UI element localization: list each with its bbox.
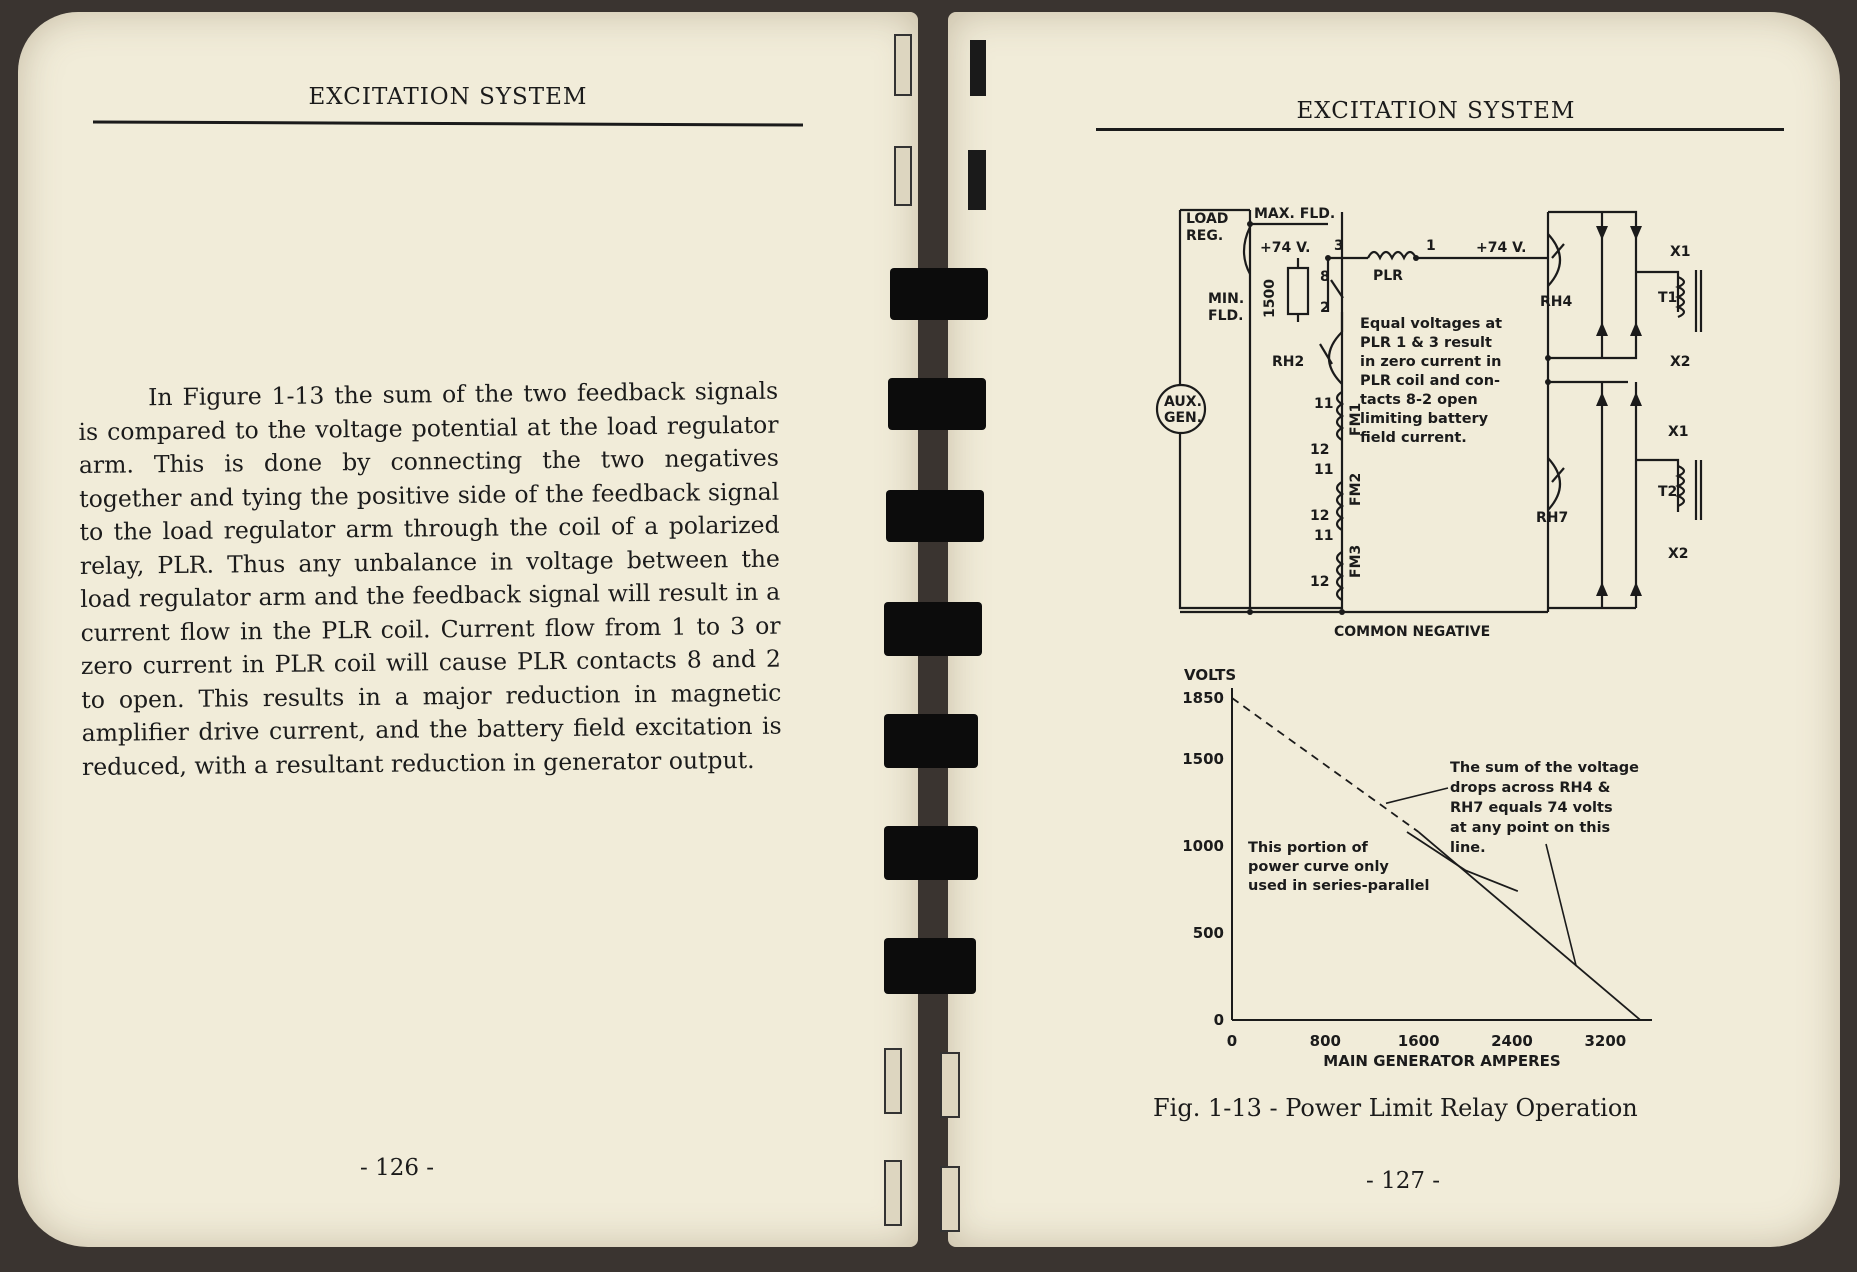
label-fm2: FM2: [1348, 472, 1364, 506]
label-plr: PLR: [1373, 268, 1403, 284]
label-fm3: FM3: [1348, 544, 1364, 578]
label-t12a: 12: [1310, 442, 1330, 458]
figure-caption: Fig. 1-13 - Power Limit Relay Operation: [1153, 1094, 1638, 1122]
label-t2: T2: [1658, 484, 1678, 500]
page-header-left: EXCITATION SYSTEM: [308, 84, 588, 110]
label-x1-bot: X1: [1668, 424, 1689, 440]
binding-ring: [884, 938, 976, 994]
right-page: [948, 12, 1840, 1247]
power-curve-line: [1232, 698, 1419, 832]
binding-ring: [884, 826, 978, 880]
annotation-line: line.: [1450, 840, 1486, 856]
label-common-negative: COMMON NEGATIVE: [1334, 624, 1491, 640]
binding-slot: [940, 1052, 960, 1118]
label-plus74-right: +74 V.: [1476, 240, 1527, 256]
label-plus74-left: +74 V.: [1260, 240, 1311, 256]
binding-slot: [940, 1166, 960, 1232]
schematic-diagram: [948, 12, 1840, 652]
spiral-binding: [880, 0, 980, 1272]
label-min-fld-1: MIN.: [1208, 291, 1245, 307]
label-node1: 1: [1426, 238, 1436, 254]
label-max-fld: MAX. FLD.: [1254, 206, 1336, 222]
header-rule-left: [93, 120, 803, 126]
note-line: limiting battery: [1360, 411, 1489, 427]
page-number-right: - 127 -: [1366, 1168, 1441, 1194]
binding-slot: [968, 150, 986, 210]
body-paragraph: In Figure 1-13 the sum of the two feedback signals is compared to the voltage potential at the load regulator arm. This is done by connecting the two negatives together and tying the positive side of the feedback signal to the load regulator arm through the coil of a polarized relay, PLR. Thus any unbalance in voltage between the load regulator arm and the feedback signal will result in a current flow in the PLR coil. Current flow from 1 to 3 or zero current in PLR coil will cause PLR contacts 8 and 2 to open. This results in a major reduction in magnetic amplifier drive current, and the battery field excitation is reduced, with a resultant reduction in generator output.: [78, 376, 782, 781]
label-aux-gen-2: GEN.: [1164, 410, 1203, 426]
annotation-leader: [1386, 788, 1448, 803]
binding-slot: [894, 146, 912, 206]
power-curve-chart: [948, 652, 1840, 1092]
label-t11a: 11: [1314, 396, 1334, 412]
label-t1: T1: [1658, 290, 1678, 306]
note-line: tacts 8-2 open: [1360, 392, 1478, 408]
binding-slot: [884, 1048, 902, 1114]
annotation-line: The sum of the voltage: [1450, 760, 1639, 776]
annotation-line: at any point on this: [1450, 820, 1611, 836]
label-x1-top: X1: [1670, 244, 1691, 260]
power-curve-line: [1419, 832, 1641, 1020]
x-tick-label: 0: [1226, 1032, 1238, 1050]
label-rh4: RH4: [1540, 294, 1573, 310]
label-rh2: RH2: [1272, 354, 1305, 370]
y-axis-label: VOLTS: [1184, 666, 1237, 684]
label-fm1: FM1: [1348, 402, 1364, 436]
label-node3: 3: [1334, 238, 1344, 254]
note-line: in zero current in: [1360, 354, 1502, 370]
note-line: PLR 1 & 3 result: [1360, 335, 1492, 351]
annotation-line: power curve only: [1248, 859, 1389, 875]
binding-ring: [890, 268, 988, 320]
label-node8: 8: [1320, 269, 1330, 285]
page-header-right: EXCITATION SYSTEM: [1296, 98, 1576, 124]
x-tick-label: 2400: [1491, 1032, 1533, 1050]
label-rh7: RH7: [1536, 510, 1569, 526]
label-min-fld-2: FLD.: [1208, 308, 1244, 324]
note-line: PLR coil and con-: [1360, 373, 1501, 389]
annotation-line: drops across RH4 &: [1450, 780, 1611, 796]
binding-slot: [884, 1160, 902, 1226]
y-tick-label: 1500: [1182, 749, 1224, 768]
annotation-line: This portion of: [1248, 840, 1368, 856]
y-tick-label: 1000: [1182, 836, 1224, 855]
y-tick-label: 0: [1213, 1011, 1224, 1029]
binding-slot: [894, 34, 912, 96]
y-tick-label: 1850: [1182, 689, 1224, 707]
label-t11b: 11: [1314, 462, 1334, 478]
label-x2-bot: X2: [1668, 546, 1689, 562]
label-load-reg-2: REG.: [1186, 228, 1224, 244]
label-t12b: 12: [1310, 508, 1330, 524]
annotation-line: RH7 equals 74 volts: [1450, 800, 1613, 816]
label-load-reg-1: LOAD: [1186, 211, 1229, 227]
x-axis-label: MAIN GENERATOR AMPERES: [1323, 1052, 1561, 1070]
y-tick-label: 500: [1192, 923, 1224, 942]
label-1500: 1500: [1262, 279, 1278, 318]
binding-ring: [884, 714, 978, 768]
x-tick-label: 1600: [1397, 1032, 1440, 1050]
binding-ring: [884, 602, 982, 656]
note-line: Equal voltages at: [1360, 316, 1503, 332]
page-number-left: - 126 -: [360, 1155, 435, 1181]
label-x2-top: X2: [1670, 354, 1691, 370]
annotation-line: used in series-parallel: [1248, 878, 1430, 894]
note-line: field current.: [1360, 430, 1467, 446]
binding-ring: [888, 378, 986, 430]
left-page: [18, 12, 918, 1247]
label-node2: 2: [1320, 300, 1330, 316]
label-t12c: 12: [1310, 574, 1330, 590]
binding-ring: [886, 490, 984, 542]
binding-slot: [970, 40, 986, 96]
x-tick-label: 3200: [1584, 1032, 1627, 1050]
x-tick-label: 800: [1309, 1032, 1341, 1050]
label-t11c: 11: [1314, 528, 1334, 544]
label-aux-gen-1: AUX.: [1164, 394, 1202, 410]
annotation-leader: [1546, 844, 1576, 966]
